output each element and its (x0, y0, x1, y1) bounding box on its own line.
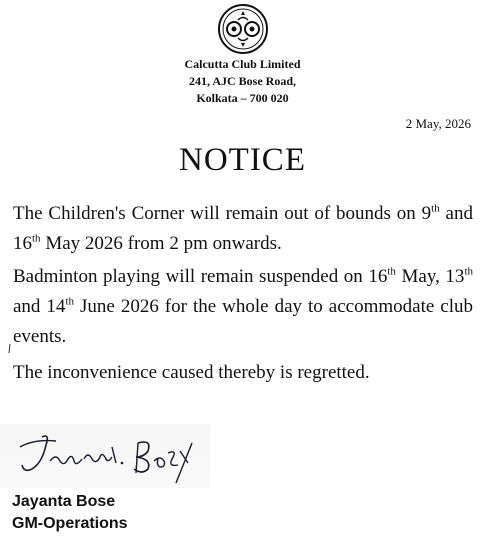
para1-text-a: The Children's Corner will remain out of bounds on 9 (13, 203, 432, 224)
para2-sup3: th (65, 295, 74, 308)
signatory-name: Jayanta Bose (12, 493, 116, 510)
para2-text-a: Badminton playing will remain suspended on 16 (13, 266, 388, 287)
handwritten-signature-icon (12, 429, 202, 485)
stray-mark-icon (8, 344, 11, 353)
para2-text-c: and 14 (13, 296, 66, 317)
para1-sup1: th (431, 202, 440, 215)
para2-text-b: May, 13 (395, 266, 465, 287)
para1-text-c: May 2026 from 2 pm onwards. (40, 233, 282, 254)
notice-paragraph-regret: The inconvenience caused thereby is regretted. (13, 362, 370, 383)
notice-paragraph-badminton (13, 262, 473, 352)
org-address-line1: 241, AJC Bose Road, (188, 74, 296, 88)
para1-text-b: and 16 (13, 203, 473, 254)
club-logo-icon (217, 3, 269, 55)
signatory-designation: GM-Operations (12, 515, 128, 532)
notice-paragraph-children-corner (13, 199, 473, 259)
para1-sup2: th (32, 232, 41, 245)
para2-sup2: th (464, 265, 473, 278)
notice-date: 2 May, 2026 (405, 116, 471, 131)
org-address-line2: Kolkata – 700 020 (196, 91, 289, 105)
para2-text-d: June 2026 for the whole day to accommodate club events. (13, 296, 473, 347)
notice-title: NOTICE (179, 142, 306, 178)
org-name: Calcutta Club Limited (184, 57, 301, 71)
para2-sup1: th (387, 265, 396, 278)
